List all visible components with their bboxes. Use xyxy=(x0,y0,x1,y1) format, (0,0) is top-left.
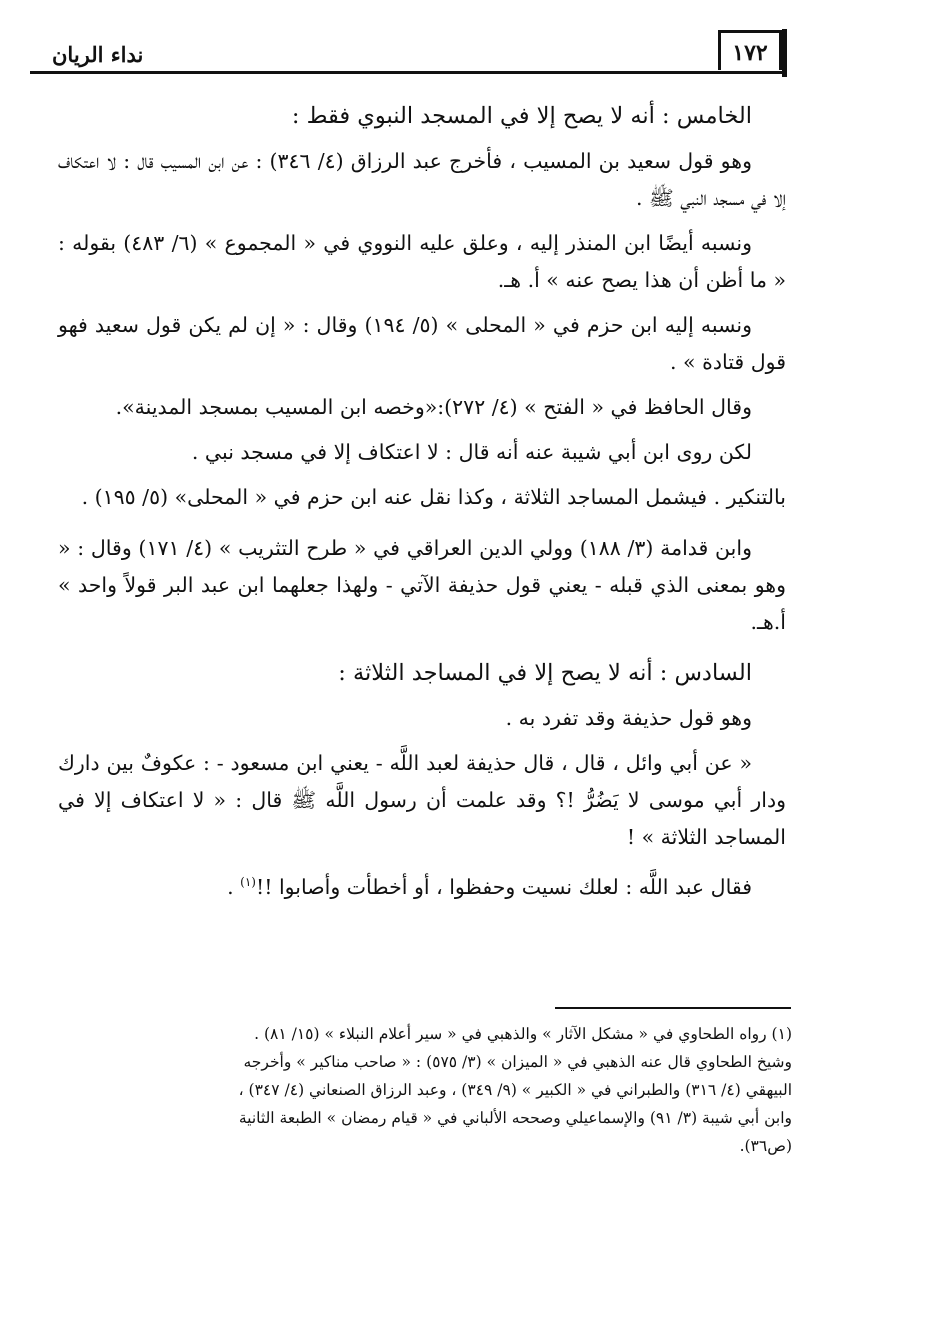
paragraph: « عن أبي وائل ، قال ، قال حذيفة لعبد اللَّه - يعني ابن مسعود - : عكوفٌ بين دارك ودار أبي موسى لا يَضُرُّ !؟ وقد علمت أن رسول اللَّه ﷺ قال : « لا اعتكاف إلا في المساجد الثلاثة » ! xyxy=(58,751,786,849)
main-text xyxy=(58,98,786,914)
book-title: نداء الريان xyxy=(52,42,144,67)
paragraph: وهو قول حذيفة وقد تفرد به . xyxy=(505,706,752,730)
paragraph: وابن قدامة (٣/ ١٨٨) وولي الدين العراقي في « طرح التثريب » (٤/ ١٧١) وقال : « وهو بمعنى الذي قبله - يعني قول حذيفة الآتي - ولهذا جعلهما ابن عبد البر قولاً واحد » أ.هـ. xyxy=(58,536,786,634)
section-heading-sixth: السادس : أنه لا يصح إلا في المساجد الثلاثة : xyxy=(338,660,752,686)
paragraph: بالتنكير . فيشمل المساجد الثلاثة ، وكذا نقل عنه ابن حزم في « المحلى» (٥/ ١٩٥) . xyxy=(81,485,786,509)
footnotes xyxy=(62,1020,792,1160)
footnote-line: البيهقي (٤/ ٣١٦) والطبراني في « الكبير » (٩/ ٣٤٩) ، وعبد الرزاق الصنعاني (٤/ ٣٤٧) ، xyxy=(238,1081,792,1099)
page-number: ١٧٢ xyxy=(718,30,782,70)
paragraph: ونسبه أيضًا ابن المنذر إليه ، وعلق عليه النووي في « المجموع » (٦/ ٤٨٣) بقوله : « ما أظن أن هذا يصح عنه » أ. هـ. xyxy=(58,231,786,292)
footnote-line: (١) رواه الطحاوي في « مشكل الآثار » والذهبي في « سير أعلام النبلاء » (١٥/ ٨١) . xyxy=(254,1025,792,1043)
footnote-line: وابن أبي شيبة (٣/ ٩١) والإسماعيلي وصححه الألباني في « قيام رمضان » الطبعة الثانية xyxy=(238,1109,792,1127)
paragraph: وهو قول سعيد بن المسيب ، فأخرج عبد الرزاق (٤/ ٣٤٦) : عن ابن المسيب قال : لا اعتكاف إلا في مسجد النبي ﷺ . xyxy=(58,149,786,210)
paragraph: ونسبه إليه ابن حزم في « المحلى » (٥/ ١٩٤) وقال : « إن لم يكن قول سعيد فهو قول قتادة » . xyxy=(58,313,786,374)
paragraph xyxy=(58,864,786,906)
paragraph-text: فقال عبد اللَّه : لعلك نسيت وحفظوا ، أو أخطأت وأصابوا !! xyxy=(255,874,752,899)
paragraph-end: . xyxy=(227,874,241,899)
footnote-separator xyxy=(555,1007,791,1009)
footnote-line: (ص٣٦). xyxy=(739,1137,792,1155)
section-heading-fifth: الخامس : أنه لا يصح إلا في المسجد النبوي فقط : xyxy=(291,103,752,129)
page-header xyxy=(30,30,782,74)
paragraph: وقال الحافظ في « الفتح » (٤/ ٢٧٢):«وخصه ابن المسيب بمسجد المدينة». xyxy=(115,395,752,419)
paragraph: لكن روى ابن أبي شيبة عنه أنه قال : لا اعتكاف إلا في مسجد نبي . xyxy=(191,440,752,464)
footnote-line: وشيخ الطحاوي قال عنه الذهبي في « الميزان » (٣/ ٥٧٥) : « صاحب مناكير » وأخرجه xyxy=(243,1053,792,1071)
header-rule xyxy=(30,71,782,74)
footnote-reference: (١) xyxy=(240,875,256,889)
